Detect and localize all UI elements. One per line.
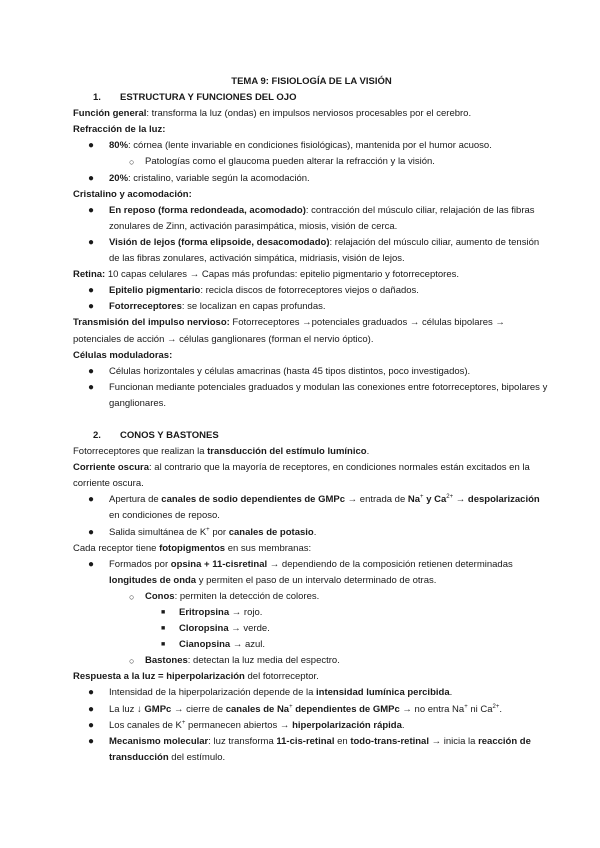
- list-item: ● Visión de lejos (forma elipsoide, desacomodado): relajación del músculo ciliar, aumento de tensión de las fibras zonulares, activación simpática, midriasis, visión de lejos.: [88, 236, 540, 265]
- light-response-paragraph: Respuesta a la luz = hiperpolarización del fotorreceptor.: [73, 671, 319, 683]
- bullet-dot-icon: ●: [88, 381, 95, 393]
- bullet-square-icon: ■: [161, 641, 166, 649]
- bullet-dot-icon: ●: [88, 526, 95, 538]
- list-item: ● En reposo (forma redondeada, acomodado): contracción del músculo ciliar, relajación de las fibras zonulares de Zinn, activación parasimpática, miosis, visión de cerca.: [88, 204, 535, 232]
- modulator-heading: Células moduladoras:: [73, 349, 173, 361]
- list-item: ● Apertura de canales de sodio dependientes de GMPc → entrada de Na+ y $Ca^{2+}$ → despolarización en condiciones de reposo.: [88, 494, 540, 522]
- bullet-dot-icon: ●: [88, 140, 95, 152]
- bullet-dot-icon: ●: [88, 236, 95, 248]
- transmission-paragraph: Transmisión del impulso nervioso: Fotorreceptores →potenciales graduados → células bipolares → potenciales de acción → células ganglionares (forman el nervio óptico).: [73, 317, 505, 345]
- list-item: ● La luz ↓ GMPc → cierre de canales de Na+ dependientes de GMPc → no entra Na+ ni $Ca^{2+}$.: [73, 702, 550, 718]
- bullet-dot-icon: ●: [88, 285, 95, 297]
- refraction-heading: Refracción de la luz:: [73, 124, 166, 136]
- list-item: ■ Cianopsina → azul.: [73, 637, 550, 653]
- list-item: ● Intensidad de la hiperpolarización depende de la intensidad lumínica percibida.: [73, 685, 550, 701]
- retina-paragraph: Retina: 10 capas celulares → Capas más profundas: epitelio pigmentario y fotorreceptores.: [73, 269, 459, 281]
- bullet-dot-icon: ●: [88, 719, 95, 731]
- general-function-paragraph: Función general: transforma la luz (ondas) en impulsos nerviosos procesables por el cerebro.: [73, 108, 472, 120]
- bullet-dot-icon: ●: [88, 172, 95, 184]
- bullet-dot-icon: ●: [88, 687, 95, 699]
- section-1-heading: 1. ESTRUCTURA Y FUNCIONES DEL OJO: [93, 92, 297, 104]
- bullet-dot-icon: ●: [88, 735, 95, 747]
- list-item: ■ Eritropsina → rojo.: [73, 605, 550, 621]
- bullet-circle-icon: ○: [129, 656, 135, 667]
- photopigments-paragraph: Cada receptor tiene fotopigmentos en sus membranas:: [73, 542, 312, 554]
- list-item: ● Epitelio pigmentario: recicla discos de fotorreceptores viejos o dañados.: [73, 283, 550, 299]
- list-item: ○ Bastones: detectan la luz media del espectro.: [73, 653, 550, 669]
- list-item: ■ Cloropsina → verde.: [73, 621, 550, 637]
- list-item: ○ Patologías como el glaucoma pueden alterar la refracción y la visión.: [73, 154, 550, 170]
- bullet-square-icon: ■: [161, 625, 166, 633]
- bullet-dot-icon: ●: [88, 301, 95, 313]
- list-item: ○ Conos: permiten la detección de colores.: [73, 589, 550, 605]
- bullet-dot-icon: ●: [88, 365, 95, 377]
- list-item: ● Formados por opsina + 11-cisretinal → dependiendo de la composición retienen determinadas longitudes de onda y permiten el paso de un intervalo determinado de otras.: [88, 558, 513, 586]
- dark-current-paragraph: Corriente oscura: al contrario que la mayoría de receptores, en condiciones normales están excitados en la corriente oscura.: [73, 462, 530, 490]
- list-item: ● Mecanismo molecular: luz transforma 11-cis-retinal en todo-trans-retinal → inicia la reacción de transducción del estímulo.: [88, 735, 531, 763]
- photoreceptor-intro: Fotorreceptores que realizan la transducción del estímulo lumínico.: [73, 446, 370, 458]
- document-title: TEMA 9: FISIOLOGÍA DE LA VISIÓN: [231, 76, 392, 87]
- bullet-dot-icon: ●: [88, 204, 95, 216]
- list-item: ● Funcionan mediante potenciales graduados y modulan las conexiones entre fotorreceptores, bipolares y ganglionares.: [88, 381, 548, 409]
- list-item: ● Salida simultánea de K+ por canales de potasio.: [73, 525, 550, 541]
- bullet-dot-icon: ●: [88, 558, 95, 570]
- list-item: ● 20%: cristalino, variable según la acomodación.: [73, 171, 550, 187]
- bullet-circle-icon: ○: [129, 157, 135, 168]
- section-2-heading: 2. CONOS Y BASTONES: [93, 429, 219, 441]
- bullet-square-icon: ■: [161, 609, 166, 616]
- lens-heading: Cristalino y acomodación:: [73, 188, 192, 200]
- list-item: ● Células horizontales y células amacrinas (hasta 45 tipos distintos, poco investigados).: [73, 364, 550, 380]
- bullet-dot-icon: ●: [88, 494, 95, 506]
- bullet-circle-icon: ○: [129, 591, 135, 602]
- list-item: ● Los canales de K+ permanecen abiertos → hiperpolarización rápida.: [73, 718, 550, 734]
- list-item: ● Fotorreceptores: se localizan en capas profundas.: [73, 299, 550, 315]
- section-spacer: [73, 412, 550, 428]
- list-item: ● 80%: córnea (lente invariable en condiciones fisiológicas), mantenida por el humor acuoso.: [73, 138, 550, 154]
- bullet-dot-icon: ●: [88, 703, 95, 715]
